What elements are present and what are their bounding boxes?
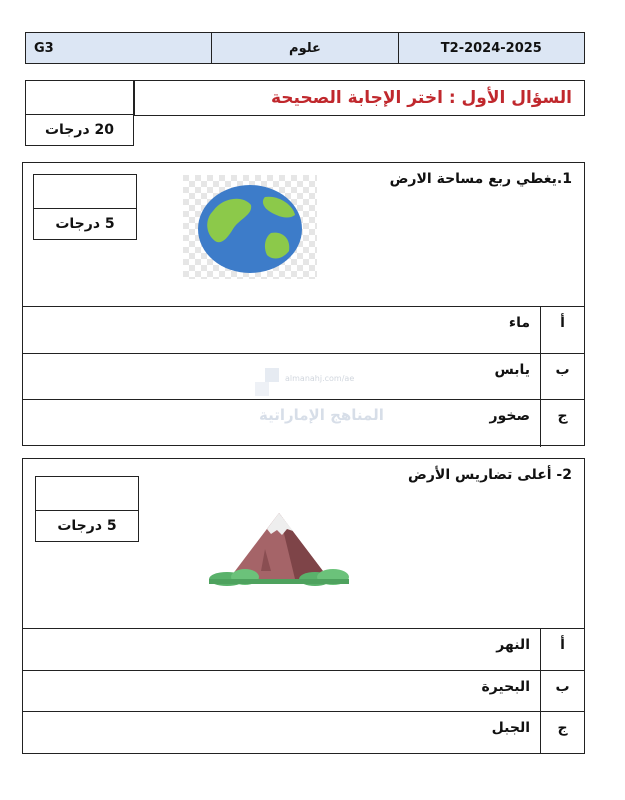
header-table: [25, 32, 585, 64]
question-1-score: 5 درجات: [55, 216, 115, 232]
section-score-box: [25, 80, 134, 146]
question-2-score-box: [35, 476, 139, 542]
subject-cell: علوم: [211, 33, 397, 63]
question-1-option-a[interactable]: [23, 307, 584, 354]
option-answer: صخور: [489, 408, 530, 425]
question-2: [22, 458, 585, 754]
question-1-text: 1.يغطي ربع مساحة الارض: [389, 171, 572, 187]
grade-cell: G3: [34, 40, 54, 56]
question-2-option-a[interactable]: [23, 629, 584, 671]
mountain-icon: [205, 509, 353, 589]
question-1: [22, 162, 585, 446]
question-1-option-b[interactable]: [23, 354, 584, 401]
question-1-option-c[interactable]: [23, 400, 584, 447]
option-answer: البحيرة: [481, 678, 530, 695]
question-1-score-box: [33, 174, 137, 240]
question-1-header: [23, 163, 584, 307]
option-letter: ج: [540, 712, 584, 754]
question-2-score: 5 درجات: [57, 518, 117, 534]
section-score-blank: [26, 81, 133, 115]
watermark-name: المناهج الإماراتية: [259, 406, 384, 424]
question-2-score-blank: [36, 477, 138, 511]
earth-globe-icon: [183, 175, 317, 279]
option-answer: النهر: [496, 637, 530, 653]
option-answer: يابس: [494, 361, 530, 378]
question-2-text: 2- أعلى تضاريس الأرض: [408, 467, 572, 483]
section-title: السؤال الأول : اختر الإجابة الصحيحة: [134, 80, 585, 116]
section-score: 20 درجات: [44, 122, 115, 138]
question-1-score-blank: [34, 175, 136, 209]
option-answer: ماء: [508, 315, 530, 331]
option-letter: ب: [540, 354, 584, 400]
option-letter: أ: [540, 307, 584, 353]
watermark-url: almanahj.com/ae: [285, 374, 355, 383]
option-answer: الجبل: [491, 720, 530, 737]
option-letter: ب: [540, 671, 584, 712]
question-2-header: [23, 459, 584, 629]
question-2-option-b[interactable]: [23, 671, 584, 713]
question-2-option-c[interactable]: [23, 712, 584, 754]
option-letter: ج: [540, 400, 584, 447]
option-letter: أ: [540, 629, 584, 670]
term-cell: T2-2024-2025: [398, 33, 584, 63]
